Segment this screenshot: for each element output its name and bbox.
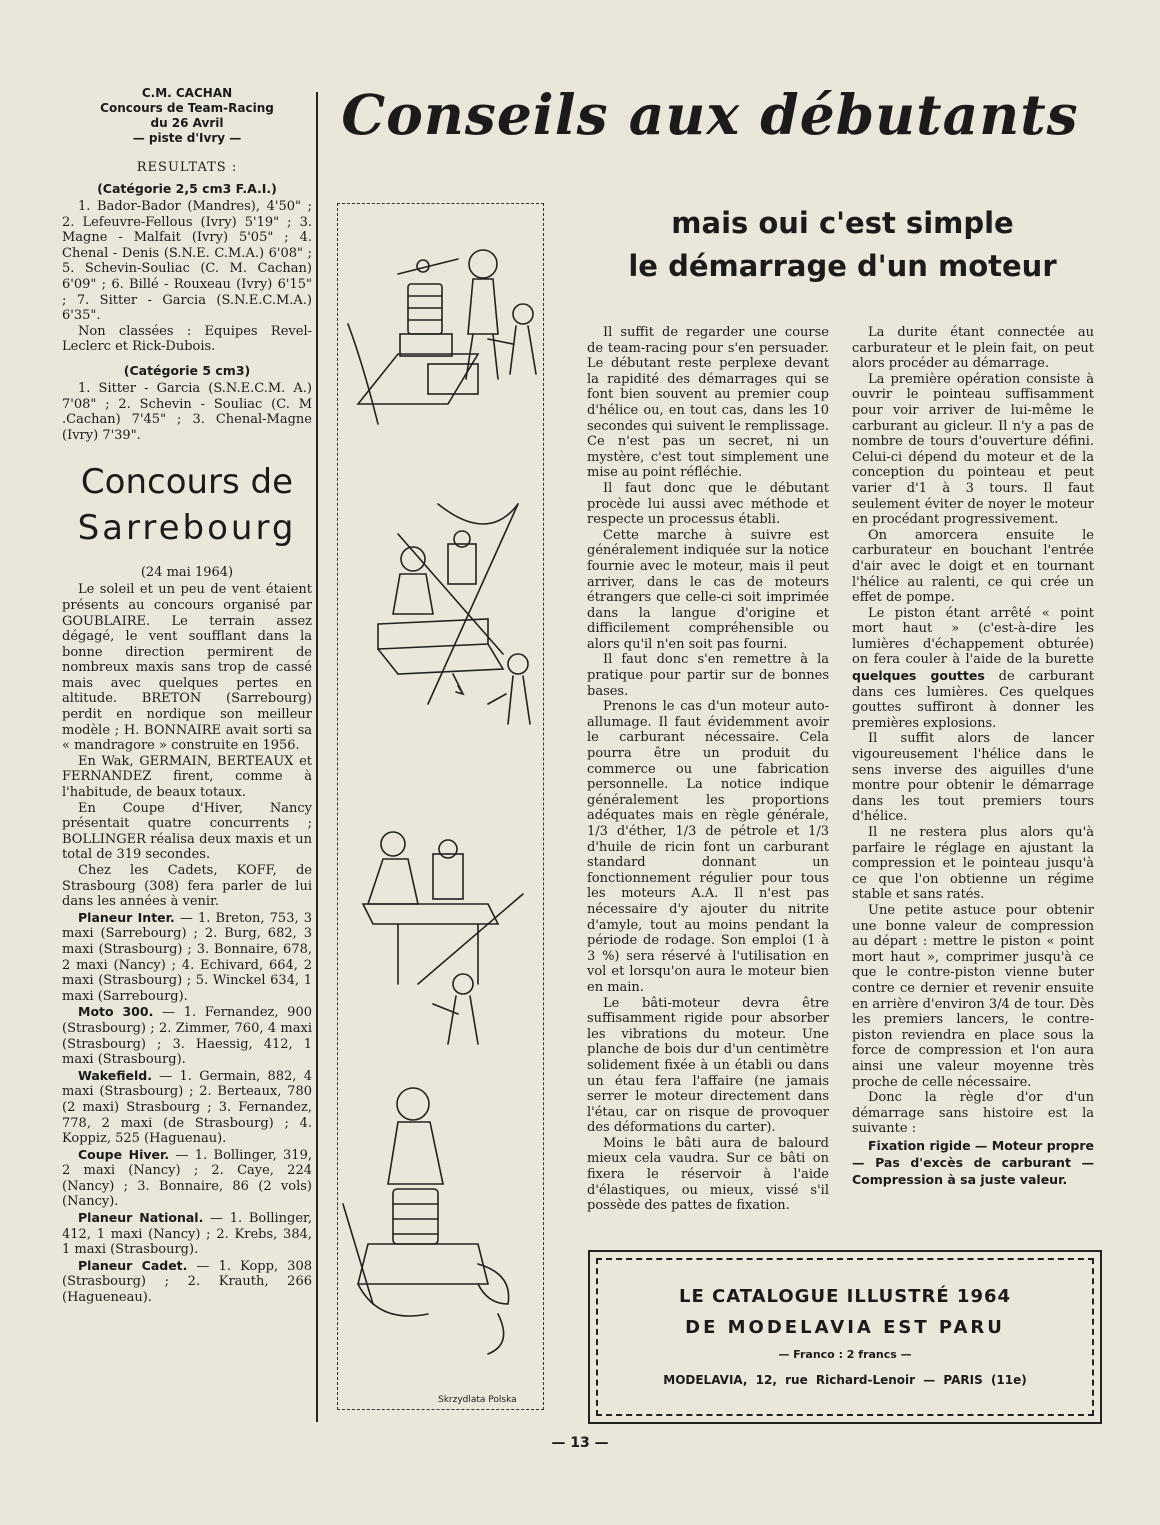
contest-venue: — piste d'Ivry — <box>132 131 242 145</box>
category-title: (Catégorie 2,5 cm3 F.A.I.) <box>97 181 277 196</box>
paragraph: Il suffit alors de lancer vigoureusement l'hélice dans le sens inverse des aiguilles d'une montre pour obtenir le démarrage dans les tout premiers tours d'hélice. <box>852 731 1094 825</box>
article-column-right <box>852 325 1094 1188</box>
page-number: — 13 — <box>551 1435 609 1451</box>
club-header <box>62 86 312 146</box>
article-subtitle <box>575 200 1110 286</box>
column-divider <box>316 92 318 1422</box>
article-column-middle <box>587 325 829 1214</box>
result-category: Coupe Hiver. <box>78 1146 170 1162</box>
ad-price: — Franco : 2 francs — <box>778 1348 912 1361</box>
category-title: (Catégorie 5 cm3) <box>123 362 251 378</box>
result-entry <box>62 910 312 1005</box>
result-text: — 1. Fernandez, 900 (Strasbourg) ; 2. Zimmer, 760, 4 maxi (Strasbourg) ; 3. Haessig, 412, 1 maxi (Strasbourg). <box>62 1005 312 1068</box>
heading-line: Concours de <box>80 462 294 503</box>
scene-1-drawing <box>348 250 536 424</box>
golden-rule: Fixation rigide — Moteur propre — Pas d'excès de carburant — Compression à sa juste valeur. <box>852 1137 1094 1187</box>
paragraph <box>852 606 1094 732</box>
result-text: — 1. Bollinger, 412, 1 maxi (Nancy) ; 2. Krebs, 384, 1 maxi (Strasbourg). <box>62 1211 312 1258</box>
category-results: 1. Sitter - Garcia (S.N.E.C.M. A.) 7'08" ; 2. Schevin - Souliac (C. M .Cachan) 7'45" ; 3. Chenal-Magne (Ivry) 7'39". <box>62 380 312 443</box>
ad-headline: LE CATALOGUE ILLUSTRÉ 1964 <box>678 1286 1012 1307</box>
result-entry <box>62 1004 312 1067</box>
paragraph: En Wak, GERMAIN, BERTEAUX et FERNANDEZ firent, comme à l'habitude, de beaux totaux. <box>62 753 312 801</box>
ad-headline: DE MODELAVIA EST PARU <box>685 1317 1005 1338</box>
engine-starting-illustration <box>337 203 544 1410</box>
scene-4-drawing <box>343 1088 509 1354</box>
scene-2-drawing <box>378 504 530 724</box>
emphasis: quelques gouttes <box>852 668 985 684</box>
result-entry <box>62 1210 312 1258</box>
result-category: Planeur Cadet. <box>78 1257 188 1273</box>
result-category: Moto 300. <box>78 1004 154 1020</box>
paragraph: Il suffit de regarder une course de team-racing pour s'en persuader. Le débutant reste perplexe devant la rapidité des démarrages qui se font bien souvent au premier coup d'hélice ou, en tout cas, dans les 10 secondes qui suivent le remplissage. Ce n'est pas un secret, ni un mystère, c'est tout simplement une mise au point réfléchie. <box>587 325 829 481</box>
section-heading <box>62 459 312 551</box>
subtitle-line: mais oui c'est simple <box>671 206 1014 240</box>
result-category: Planeur Inter. <box>78 909 175 925</box>
paragraph: On amorcera ensuite le carburateur en bouchant l'entrée d'air avec le doigt et en tournant l'hélice au ralenti, ce qui crée un effet de pompe. <box>852 527 1094 606</box>
contest-name: Concours de Team-Racing <box>100 101 274 115</box>
scene-3-drawing <box>363 832 523 1044</box>
paragraph: La durite étant connectée au carburateur et le plein fait, on peut alors procéder au démarrage. <box>852 325 1094 372</box>
left-column <box>62 86 312 1306</box>
result-entry <box>62 1068 312 1147</box>
paragraph: Prenons le cas d'un moteur auto-allumage. Il faut évidemment avoir le carburant nécessaire. Cela pourra être un produit du commerce ou une fabrication personnelle. La notice indique généralement les proportions adéquates mais en règle générale, 1/3 d'éther, 1/3 de pétrole et 1/3 d'huile de ricin font un carburant standard donnant un fonctionnement régulier pour tous les moteurs A.A. Il n'est pas nécessaire d'y ajouter du nitrite d'amyle, tout au moins pendant la période de rodage. Son emploi (1 à 3 %) sera réservé à l'utilisation en vol et lorsqu'on aura le moteur bien en main. <box>587 699 829 995</box>
result-text: — 1. Bollinger, 319, 2 maxi (Nancy) ; 2. Caye, 224 (Nancy) ; 3. Bonnaire, 86 (2 vols) (Nancy). <box>62 1147 312 1210</box>
illustration-caption: Skrzydlata Polska <box>438 1395 517 1405</box>
result-text: — 1. Germain, 882, 4 maxi (Strasbourg) ; 2. Berteaux, 780 (2 maxi) Strasbourg ; 3. Fernandez, 778, 2 maxi (de Strasbourg) ; 4. Koppiz, 525 (Haguenau). <box>62 1068 312 1147</box>
paragraph: La première opération consiste à ouvrir le pointeau suffisamment pour voir arriver de lui-même le carburant au gicleur. Il n'y a pas de nombre de tours d'ouverture défini. Celui-ci dépend du moteur et de la conception du pointeau et peut varier d'1 à 3 tours. Il faut seulement éviter de noyer le moteur en procédant progressivement. <box>852 371 1094 528</box>
report-body <box>62 582 312 1305</box>
result-category: Wakefield. <box>78 1067 152 1083</box>
paragraph: Cette marche à suivre est généralement indiquée sur la notice fournie avec le moteur, mais il peut arriver, dans le cas de moteurs étrangers que celle-ci soit imprimée dans la langue d'origine et difficilement compréhensible ou alors qu'il n'en soit pas fourni. <box>587 527 829 652</box>
paragraph: Le soleil et un peu de vent étaient présents au concours organisé par GOUBLAIRE. Le terrain assez dégagé, le vent soufflant dans la bonne direction permirent de nombreux maxis sans trop de cassé mais avec quelques pertes en altitude. BRETON (Sarrebourg) perdit en nordique son meilleur modèle ; H. BONNAIRE avait sorti sa « mandragore » construite en 1956. <box>62 582 312 754</box>
advertisement-inner-border <box>596 1258 1094 1416</box>
illustration-drawing <box>338 204 543 1409</box>
result-category: Planeur National. <box>78 1210 204 1226</box>
paragraph: Donc la règle d'or d'un démarrage sans histoire est la suivante : <box>852 1090 1094 1137</box>
paragraph: Il faut donc que le débutant procède lui aussi avec méthode et respecte un processus établi. <box>587 480 829 528</box>
result-text: — 1. Breton, 753, 3 maxi (Sarrebourg) ; 2. Burg, 682, 3 maxi (Strasbourg) ; 3. Bonnaire, 678, 2 maxi (Nancy) ; 4. Echivard, 664, 2 maxi (Strasbourg) ; 5. Winckel 634, 1 maxi (Sarrebourg). <box>62 910 312 1004</box>
ad-address: MODELAVIA, 12, rue Richard-Lenoir — PARIS (11e) <box>663 1373 1027 1387</box>
text-run: de carburant dans ces lumières. Ces quelques gouttes suffiront à donner les premières explosions. <box>852 669 1095 731</box>
heading-line: Sarrebourg <box>77 508 297 549</box>
report-date: (24 mai 1964) <box>140 565 234 581</box>
paragraph: Le bâti-moteur devra être suffisamment rigide pour absorber les vibrations du moteur. Une planche de bois dur d'un centimètre solidement fixée à un établi ou dans un étau fera l'affaire (ne jamais serrer le moteur directement dans l'étau, car on risque de provoquer des déformations du carter). <box>587 995 829 1136</box>
results-label: RESULTATS : <box>136 160 238 175</box>
paragraph: Il faut donc s'en remettre à la pratique pour partir sur de bonnes bases. <box>587 652 829 699</box>
non-classified: Non classées : Equipes Revel-Leclerc et Rick-Dubois. <box>62 323 312 355</box>
subtitle-line: le démarrage d'un moteur <box>628 249 1057 283</box>
result-entry <box>62 1258 312 1306</box>
contest-date: du 26 Avril <box>150 116 224 130</box>
result-entry <box>62 1147 312 1210</box>
catalogue-advertisement <box>588 1250 1102 1424</box>
paragraph: Moins le bâti aura de balourd mieux cela vaudra. Sur ce bâti on fixera le réservoir à l'aide d'élastiques, ou mieux, vissé s'il possède des pattes de fixation. <box>587 1135 829 1214</box>
paragraph: Chez les Cadets, KOFF, de Strasbourg (308) fera parler de lui dans les années à venir. <box>62 863 312 910</box>
article-title: Conseils aux débutants <box>341 82 1079 147</box>
club-name: C.M. CACHAN <box>141 86 233 100</box>
paragraph: En Coupe d'Hiver, Nancy présentait quatre concurrents ; BOLLINGER réalisa deux maxis et un total de 319 secondes. <box>62 800 312 863</box>
result-text: — 1. Kopp, 308 (Strasbourg) ; 2. Krauth, 266 (Hagueneau). <box>62 1258 312 1306</box>
paragraph: Une petite astuce pour obtenir une bonne valeur de compression au départ : mettre le piston « point mort haut », comprimer jusqu'à ce que le contre-piston vienne buter contre ce dernier et revenir ensuite en arrière d'environ 3/4 de tour. Dès les premiers lancers, le contre-piston reviendra en place sous la force de compression et l'on aura ainsi une valeur moyenne très proche de celle nécessaire. <box>852 902 1094 1090</box>
paragraph: Il ne restera plus alors qu'à parfaire le réglage en ajustant la compression et le pointeau jusqu'à ce que l'on obtienne un régime stable et sans ratés. <box>852 825 1094 903</box>
category-results: 1. Bador-Bador (Mandres), 4'50" ; 2. Lefeuvre-Fellous (Ivry) 5'19" ; 3. Magne - Malfait (Ivry) 5'05" ; 4. Chenal - Denis (S.N.E. C.M.A.) 6'08" ; 5. Schevin-Souliac (C. M. Cachan) 6'09" ; 6. Billé - Rouxeau (Ivry) 6'15" ; 7. Sitter - Garcia (S.N.E.C.M.A.) 6'35". <box>62 199 312 324</box>
text-run: Le piston étant arrêté « point mort haut » (c'est-à-dire les lumières d'échappement obturée) on fera couler à l'aide de la burette <box>852 605 1094 668</box>
